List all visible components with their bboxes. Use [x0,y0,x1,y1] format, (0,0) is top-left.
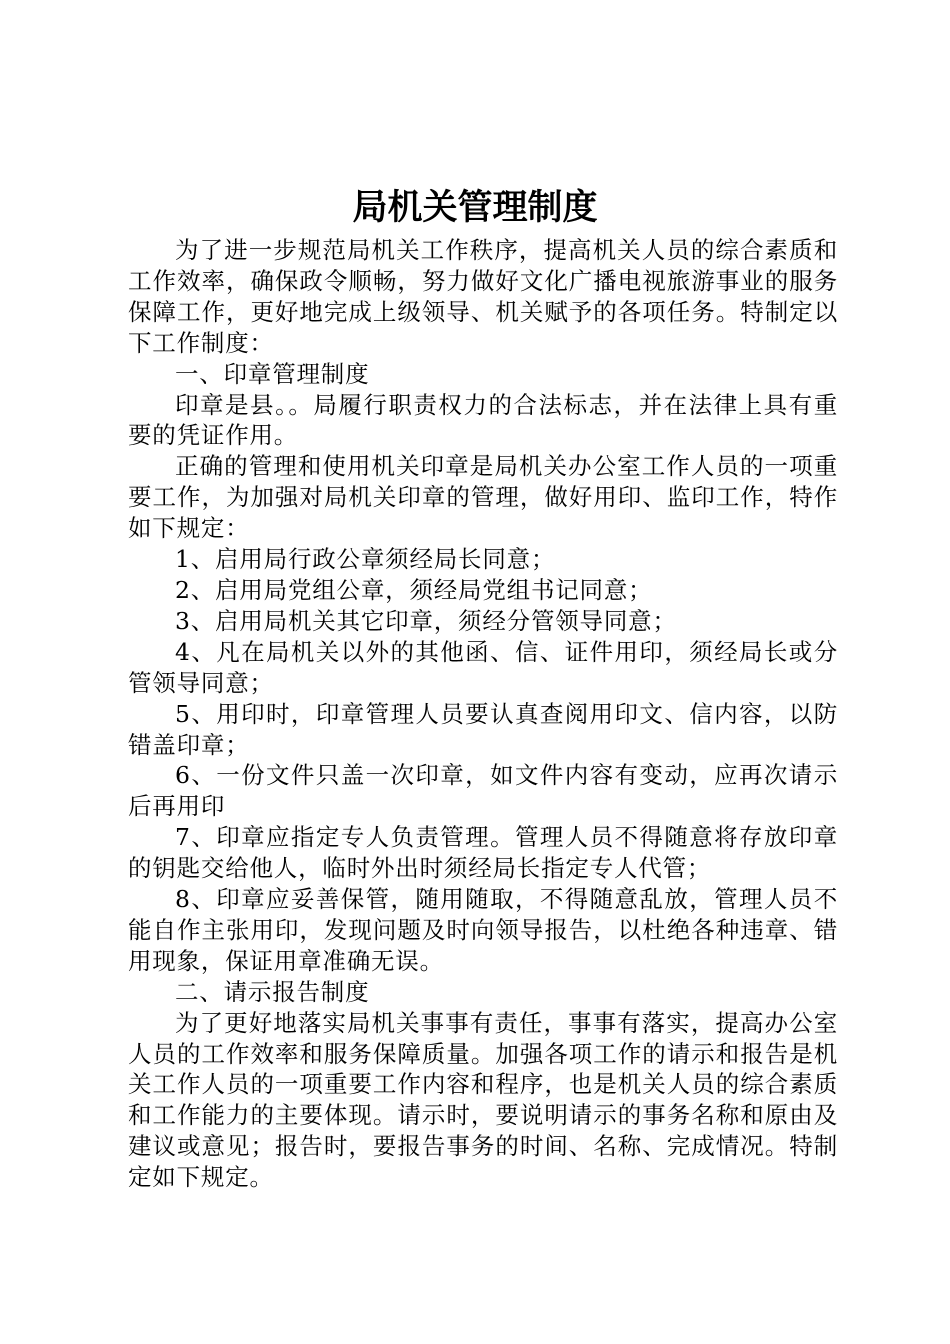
document-title: 局机关管理制度 [352,188,598,228]
intro-paragraph: 为了进一步规范局机关工作秩序，提高机关人员的综合素质和工作效率，确保政令顺畅，努力做好文化广播电视旅游事业的服务保障工作，更好地完成上级领导、机关赋予的各项任务。特制定以下工作制度： [128,236,838,357]
rule-item-1: 1、启用局行政公章须经局长同意； [175,545,556,574]
section-heading-seal: 一、印章管理制度 [175,359,370,388]
rule-item-3: 3、启用局机关其它印章，须经分管领导同意； [175,606,677,635]
seal-management-paragraph: 正确的管理和使用机关印章是局机关办公室工作人员的一项重要工作，为加强对局机关印章的管理，做好用印、监印工作，特作如下规定： [128,452,838,543]
report-paragraph: 为了更好地落实局机关事事有责任，事事有落实，提高办公室人员的工作效率和服务保障质量。加强各项工作的请示和报告是机关工作人员的一项重要工作内容和程序，也是机关人员的综合素质和工作能力的主要体现。请示时，要说明请示的事务名称和原由及建议或意见；报告时，要报告事务的时间、名称、完成情况。特制定如下规定。 [128,1008,838,1192]
rule-item-2: 2、启用局党组公章，须经局党组书记同意； [175,575,653,604]
rule-item-6: 6、一份文件只盖一次印章，如文件内容有变动，应再次请示后再用印 [128,761,838,821]
document-body [128,235,838,1193]
rule-item-8: 8、印章应妥善保管，随用随取，不得随意乱放，管理人员不能自作主张用印，发现问题及时向领导报告，以杜绝各种违章、错用现象，保证用章准确无误。 [128,885,838,975]
rule-item-4: 4、凡在局机关以外的其他函、信、证件用印，须经局长或分管领导同意； [128,637,838,697]
section-heading-report: 二、请示报告制度 [175,977,370,1006]
rule-item-7: 7、印章应指定专人负责管理。管理人员不得随意将存放印章的钥匙交给他人，临时外出时须经局长指定专人代管； [128,823,838,883]
rule-item-5: 5、用印时，印章管理人员要认真查阅用印文、信内容，以防错盖印章； [128,699,838,759]
seal-definition-paragraph: 印章是县。。局履行职责权力的合法标志，并在法律上具有重要的凭证作用。 [128,390,838,450]
